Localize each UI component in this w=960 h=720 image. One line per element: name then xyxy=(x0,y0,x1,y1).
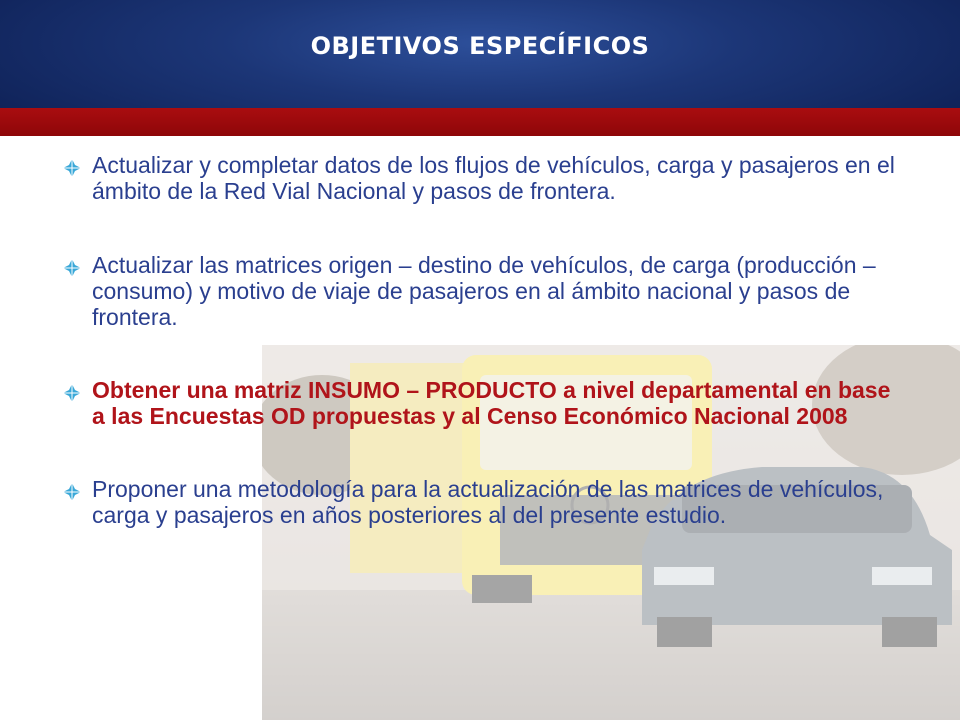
slide-title: OBJETIVOS ESPECÍFICOS xyxy=(310,32,650,60)
objective-text: Actualizar las matrices origen – destino de vehículos, de carga (producción – consumo) y motivo de viaje de pasajeros en al ámbito nacional y pasos de frontera. xyxy=(92,252,876,330)
diamond-bullet-icon xyxy=(62,383,82,403)
objective-text: Obtener una matriz INSUMO – PRODUCTO a nivel departamental en base a las Encuestas OD propuestas y al Censo Económico Nacional 2008 xyxy=(92,377,891,429)
diamond-bullet-icon xyxy=(62,482,82,502)
red-accent-band xyxy=(0,108,960,136)
objective-item xyxy=(58,152,903,204)
objective-text: Proponer una metodología para la actualización de las matrices de vehículos, carga y pasajeros en años posteriores al del presente estudio. xyxy=(92,476,884,528)
objective-text: Actualizar y completar datos de los flujos de vehículos, carga y pasajeros en el ámbito de la Red Vial Nacional y pasos de frontera. xyxy=(92,152,895,204)
objectives-list xyxy=(58,152,903,528)
diamond-bullet-icon xyxy=(62,258,82,278)
objective-item xyxy=(58,476,903,528)
diamond-bullet-icon xyxy=(62,158,82,178)
objective-item-emphasized xyxy=(58,377,903,429)
objective-item xyxy=(58,252,903,330)
title-banner xyxy=(0,0,960,108)
